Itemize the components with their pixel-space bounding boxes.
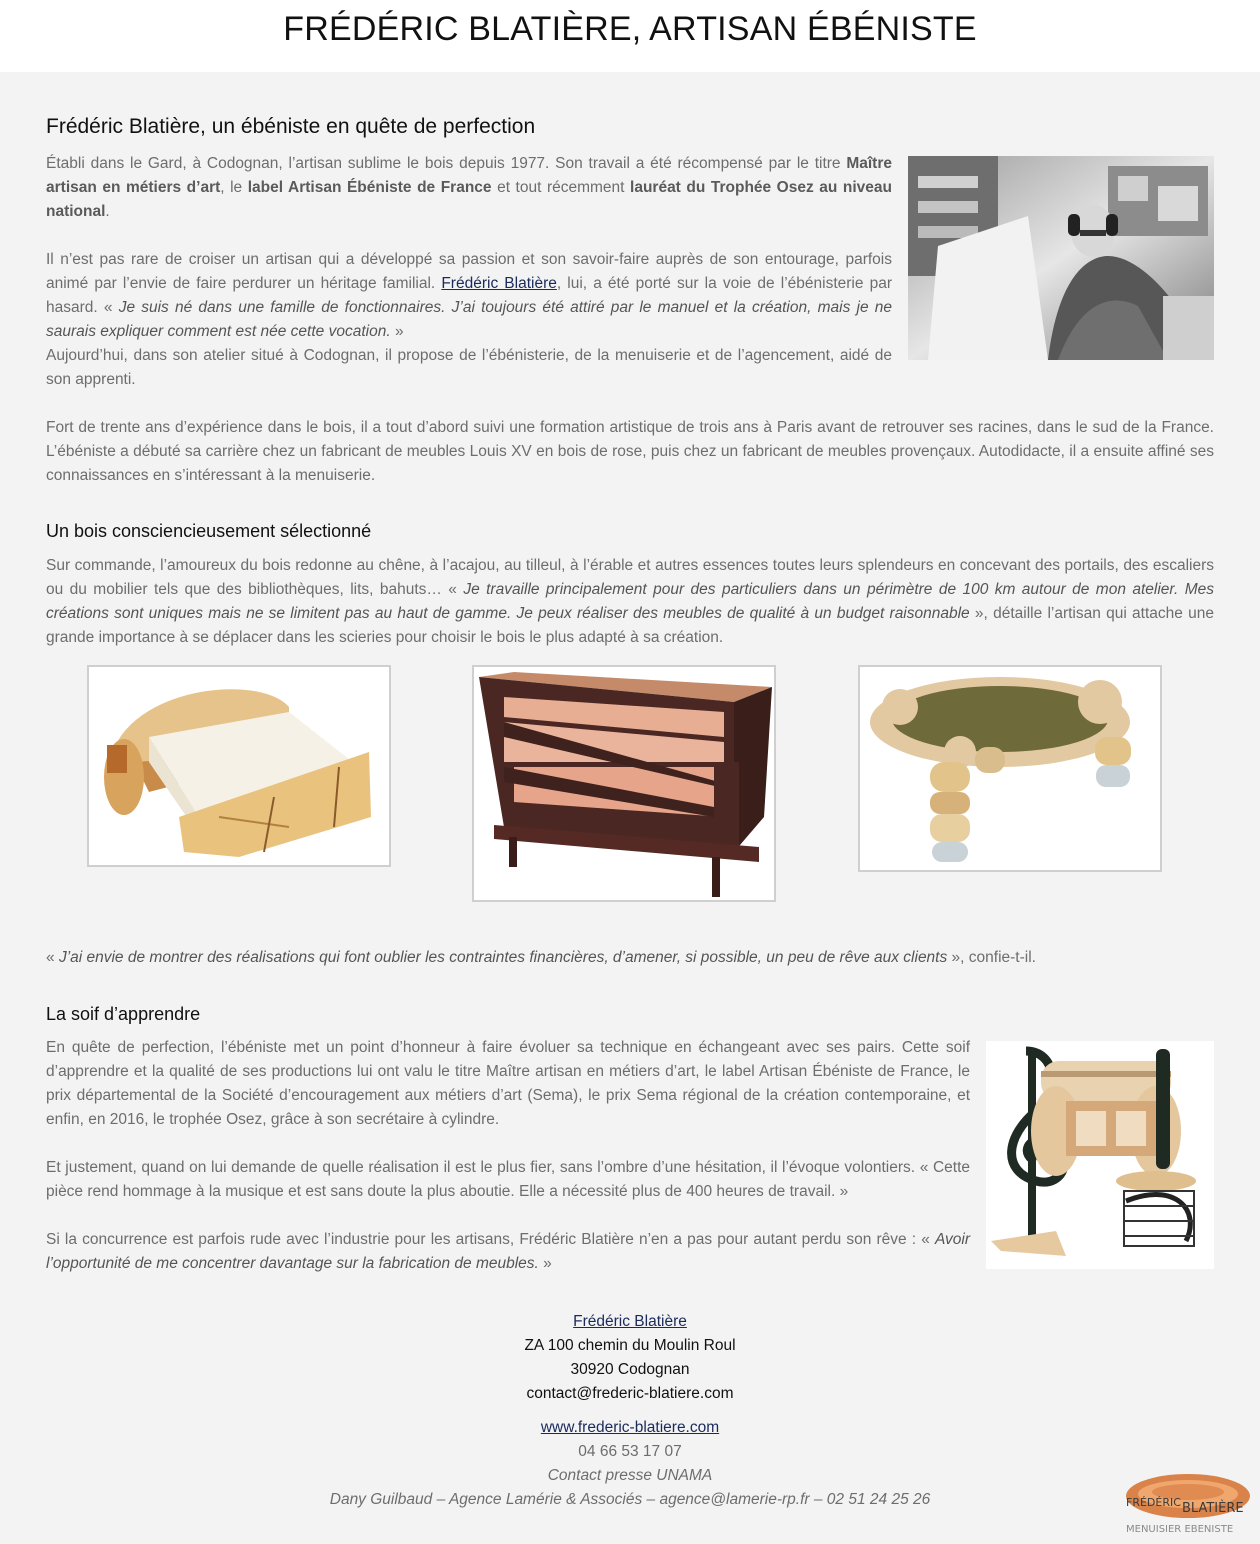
bold-label: label Artisan Ébéniste de France xyxy=(247,179,492,196)
table-photo xyxy=(858,665,1162,872)
website-link[interactable]: www.frederic-blatiere.com xyxy=(540,1419,720,1436)
section-title-wood: Un bois consciencieusement sélectionné xyxy=(46,521,372,541)
text-span: et tout récemment xyxy=(491,179,631,196)
svg-text:FRÉDÉRIC: FRÉDÉRIC xyxy=(1126,1496,1181,1509)
press-contact: Dany Guilbaud – Agence Lamérie & Associés – agence@lamerie-rp.fr – 02 51 24 25 26 xyxy=(329,1491,931,1508)
bold-trophy: lauréat du Trophée Osez au niveau national xyxy=(46,179,893,220)
svg-text:MENUISIER EBENISTE: MENUISIER EBENISTE xyxy=(1126,1524,1234,1535)
artisan-portrait-photo xyxy=(908,156,1214,360)
commission-paragraph xyxy=(46,554,1214,650)
music-desk-photo xyxy=(986,1041,1214,1269)
phone-number: 04 66 53 17 07 xyxy=(578,1443,682,1460)
page-header xyxy=(0,0,1260,72)
text-span: . xyxy=(105,203,110,220)
svg-text:BLATIÈRE: BLATIÈRE xyxy=(1182,1501,1244,1516)
quote-text: Je travaille principalement pour des particuliers dans un périmètre de 100 km autour de mon atelier. Mes créations sont uniques mais ne se limitent pas au haut de gamme. Je peux réaliser des meubles de qualité à un budget raisonnable xyxy=(46,581,1214,622)
text-span: , lui, a été porté sur la voie de l’ébénisterie par hasard. « xyxy=(46,275,892,316)
dream-paragraph xyxy=(46,1228,970,1276)
section-title-perfection: Frédéric Blatière, un ébéniste en quête de perfection xyxy=(46,115,536,138)
address-line-2: 30920 Codognan xyxy=(570,1361,690,1378)
experience-paragraph: Fort de trente ans d’expérience dans le bois, il a tout d’abord suivi une formation artistique de trois ans à Paris avant de retrouver ses racines, dans le sud de la France. L’ébéniste a débuté sa carrière chez un fabricant de meubles Louis XV en bois de rose, puis chez un fabricant de meubles provençaux. Autodidacte, il a ensuite affiné ses connaissances en s’intéressant à la menuiserie. xyxy=(46,419,1214,484)
dresser-photo xyxy=(472,665,776,902)
proud-work-paragraph: Et justement, quand on lui demande de quelle réalisation il est le plus fier, sans l’ombre d’une hésitation, il l’évoque volontiers. « Cette pièce rend hommage à la musique et est sans doute la plus aboutie. Elle a nécessité plus de 400 heures de travail. » xyxy=(46,1159,970,1200)
press-label: Contact presse UNAMA xyxy=(547,1467,713,1484)
text-span: Il n’est pas rare de croiser un artisan qui a développé sa passion et son savoir-faire auprès de son entourage, parfois animé par l’envie de faire perdurer un héritage familial. xyxy=(46,251,892,292)
quote-text: J’ai envie de montrer des réalisations qui font oublier les contraintes financières, d’amener, si possible, un peu de rêve aux clients xyxy=(58,949,948,966)
contact-name-link[interactable]: Frédéric Blatière xyxy=(573,1313,687,1330)
dream-quote-paragraph xyxy=(46,946,1214,970)
learning-paragraph: En quête de perfection, l’ébéniste met un point d’honneur à faire évoluer sa technique en échangeant avec ses pairs. Cette soif d’apprendre et la qualité de ses productions lui ont valu le titre Maître artisan en métiers d’art, le label Artisan Ébéniste de France, le prix départemental de la Société d’encouragement aux métiers d’art (Sema), le prix Sema régional de la création contemporaine, et enfin, en 2016, le trophée Osez, grâce à son secrétaire à cylindre. xyxy=(46,1039,970,1128)
text-span: Établi dans le Gard, à Codognan, l’artisan sublime le bois depuis 1977. Son travail a été récompensé par le titre xyxy=(46,155,847,172)
company-logo xyxy=(1120,1470,1254,1536)
text-span: , le xyxy=(220,179,248,196)
contact-email: contact@frederic-blatiere.com xyxy=(526,1385,734,1402)
text-span: » xyxy=(538,1255,552,1272)
workshop-paragraph: Aujourd’hui, dans son atelier situé à Codognan, il propose de l’ébénisterie, de la menuiserie et de l’agencement, aidé de son apprenti. xyxy=(46,347,892,388)
intro-paragraph xyxy=(46,152,892,224)
artisan-link[interactable]: Frédéric Blatière xyxy=(441,275,557,292)
page-title: FRÉDÉRIC BLATIÈRE, ARTISAN ÉBÉNISTE xyxy=(283,10,977,48)
address-line-1: ZA 100 chemin du Moulin Roul xyxy=(524,1337,736,1354)
bed-photo xyxy=(87,665,391,867)
text-span: « xyxy=(46,949,59,966)
quote-text: Je suis né dans une famille de fonctionnaires. J’ai toujours été attiré par le manuel et la création, mais je ne saurais expliquer comment est née cette vocation. xyxy=(46,299,892,340)
text-span: », confie-t-il. xyxy=(947,949,1036,966)
bold-title: Maître artisan en métiers d’art xyxy=(46,155,892,196)
quote-text: Avoir l’opportunité de me concentrer davantage sur la fabrication de meubles. xyxy=(46,1231,970,1272)
section-title-learning: La soif d’apprendre xyxy=(46,1004,201,1024)
contact-block xyxy=(0,1310,1260,1512)
text-span: », détaille l’artisan qui attache une grande importance à se déplacer dans les scieries pour choisir le bois le plus adapté à sa création. xyxy=(46,605,1214,646)
origin-paragraph xyxy=(46,248,892,344)
text-span: Sur commande, l’amoureux du bois redonne au chêne, à l’acajou, au tilleul, à l’érable et autres essences toutes leurs splendeurs en concevant des portails, des escaliers ou du mobilier tels que des bibliothèques, lits, bahuts… « xyxy=(46,557,1214,598)
text-span: » xyxy=(390,323,404,340)
text-span: Si la concurrence est parfois rude avec l’industrie pour les artisans, Frédéric Blatière n’en a pas pour autant perdu son rêve : « xyxy=(46,1231,935,1248)
